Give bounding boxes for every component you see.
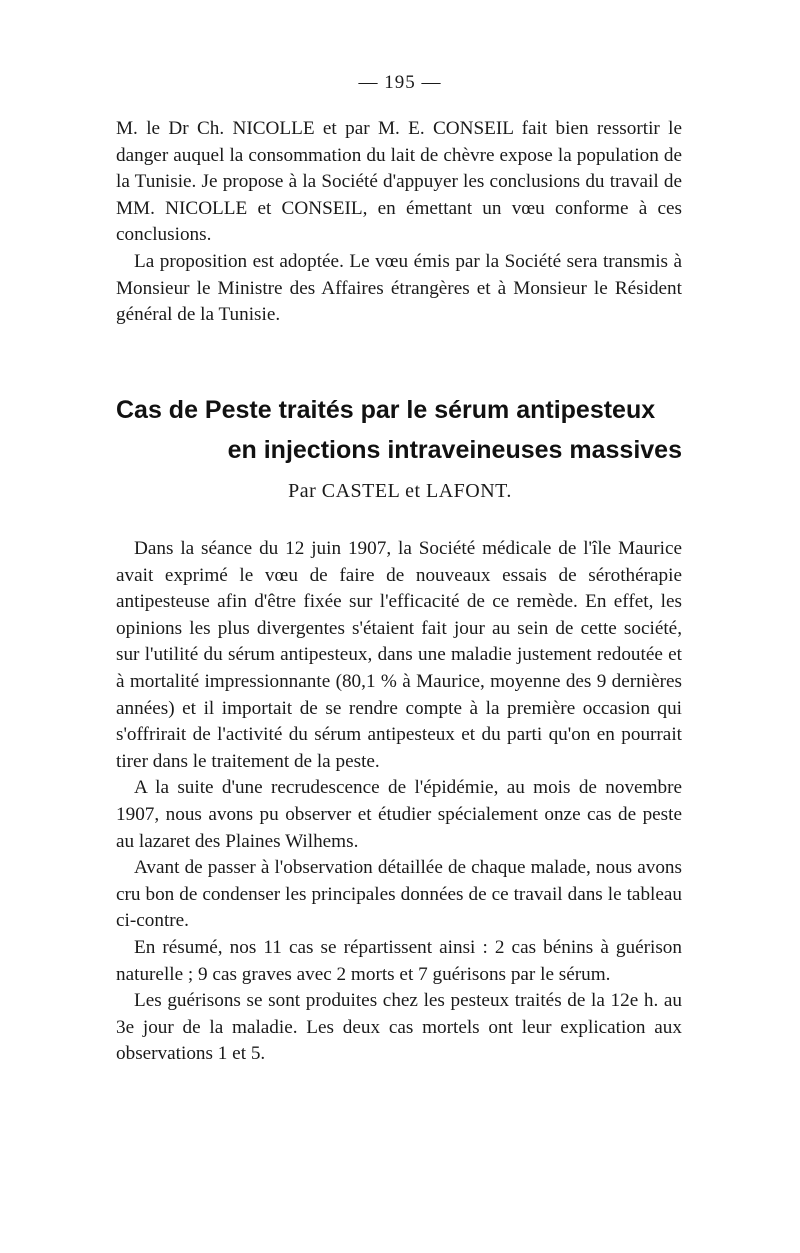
article-body [116,536,682,1068]
paragraph: Avant de passer à l'observation détaillée de chaque malade, nous avons cru bon de condenser les principales données de ce travail dans le tableau ci-contre. [116,857,682,932]
article-title [116,390,682,470]
paragraph: Les guérisons se sont produites chez les pesteux traités de la 12e h. au 3e jour de la maladie. Les deux cas mortels ont leur explication aux observations 1 et 5. [116,990,682,1065]
article-title-line-1: Cas de Peste traités par le sérum antipesteux [116,396,656,424]
paragraph: A la suite d'une recrudescence de l'épidémie, au mois de novembre 1907, nous avons pu observer et étudier spécialement onze cas de peste au lazaret des Plaines Wilhems. [116,777,682,852]
paragraph: Dans la séance du 12 juin 1907, la Société médicale de l'île Maurice avait exprimé le vœu de faire de nouveaux essais de sérothérapie antipesteuse afin d'être fixée sur l'efficacité de ce remède. En effet, les opinions les plus divergentes s'étaient fait jour au sein de cette société, sur l'utilité du sérum antipesteux, dans une maladie justement redoutée et à mortalité impressionnante (80,1 % à Maurice, moyenne des 9 dernières années) et il importait de se rendre compte à la première occasion qui s'offrirait de l'activité du sérum antipesteux et du parti qu'on en pourrait tirer dans le traitement de la peste. [116,538,682,772]
article-title-line-2: en injections intraveineuses massives [227,436,682,464]
page-number: — 195 — [358,72,442,93]
article-byline: Par CASTEL et LAFONT. [288,480,512,502]
paragraph: En résumé, nos 11 cas se répartissent ainsi : 2 cas bénins à guérison naturelle ; 9 cas graves avec 2 morts et 7 guérisons par le sérum. [116,936,682,985]
paragraph: La proposition est adoptée. Le vœu émis par la Société sera transmis à Monsieur le Ministre des Affaires étrangères et à Monsieur le Résident général de la Tunisie. [116,250,682,326]
previous-section-text [116,116,682,329]
paragraph: M. le Dr Ch. NICOLLE et par M. E. CONSEIL fait bien ressortir le danger auquel la consommation du lait de chèvre expose la population de la Tunisie. Je propose à la Société d'appuyer les conclusions du travail de MM. NICOLLE et CONSEIL, en émettant un vœu conforme à ces conclusions. [116,118,682,246]
